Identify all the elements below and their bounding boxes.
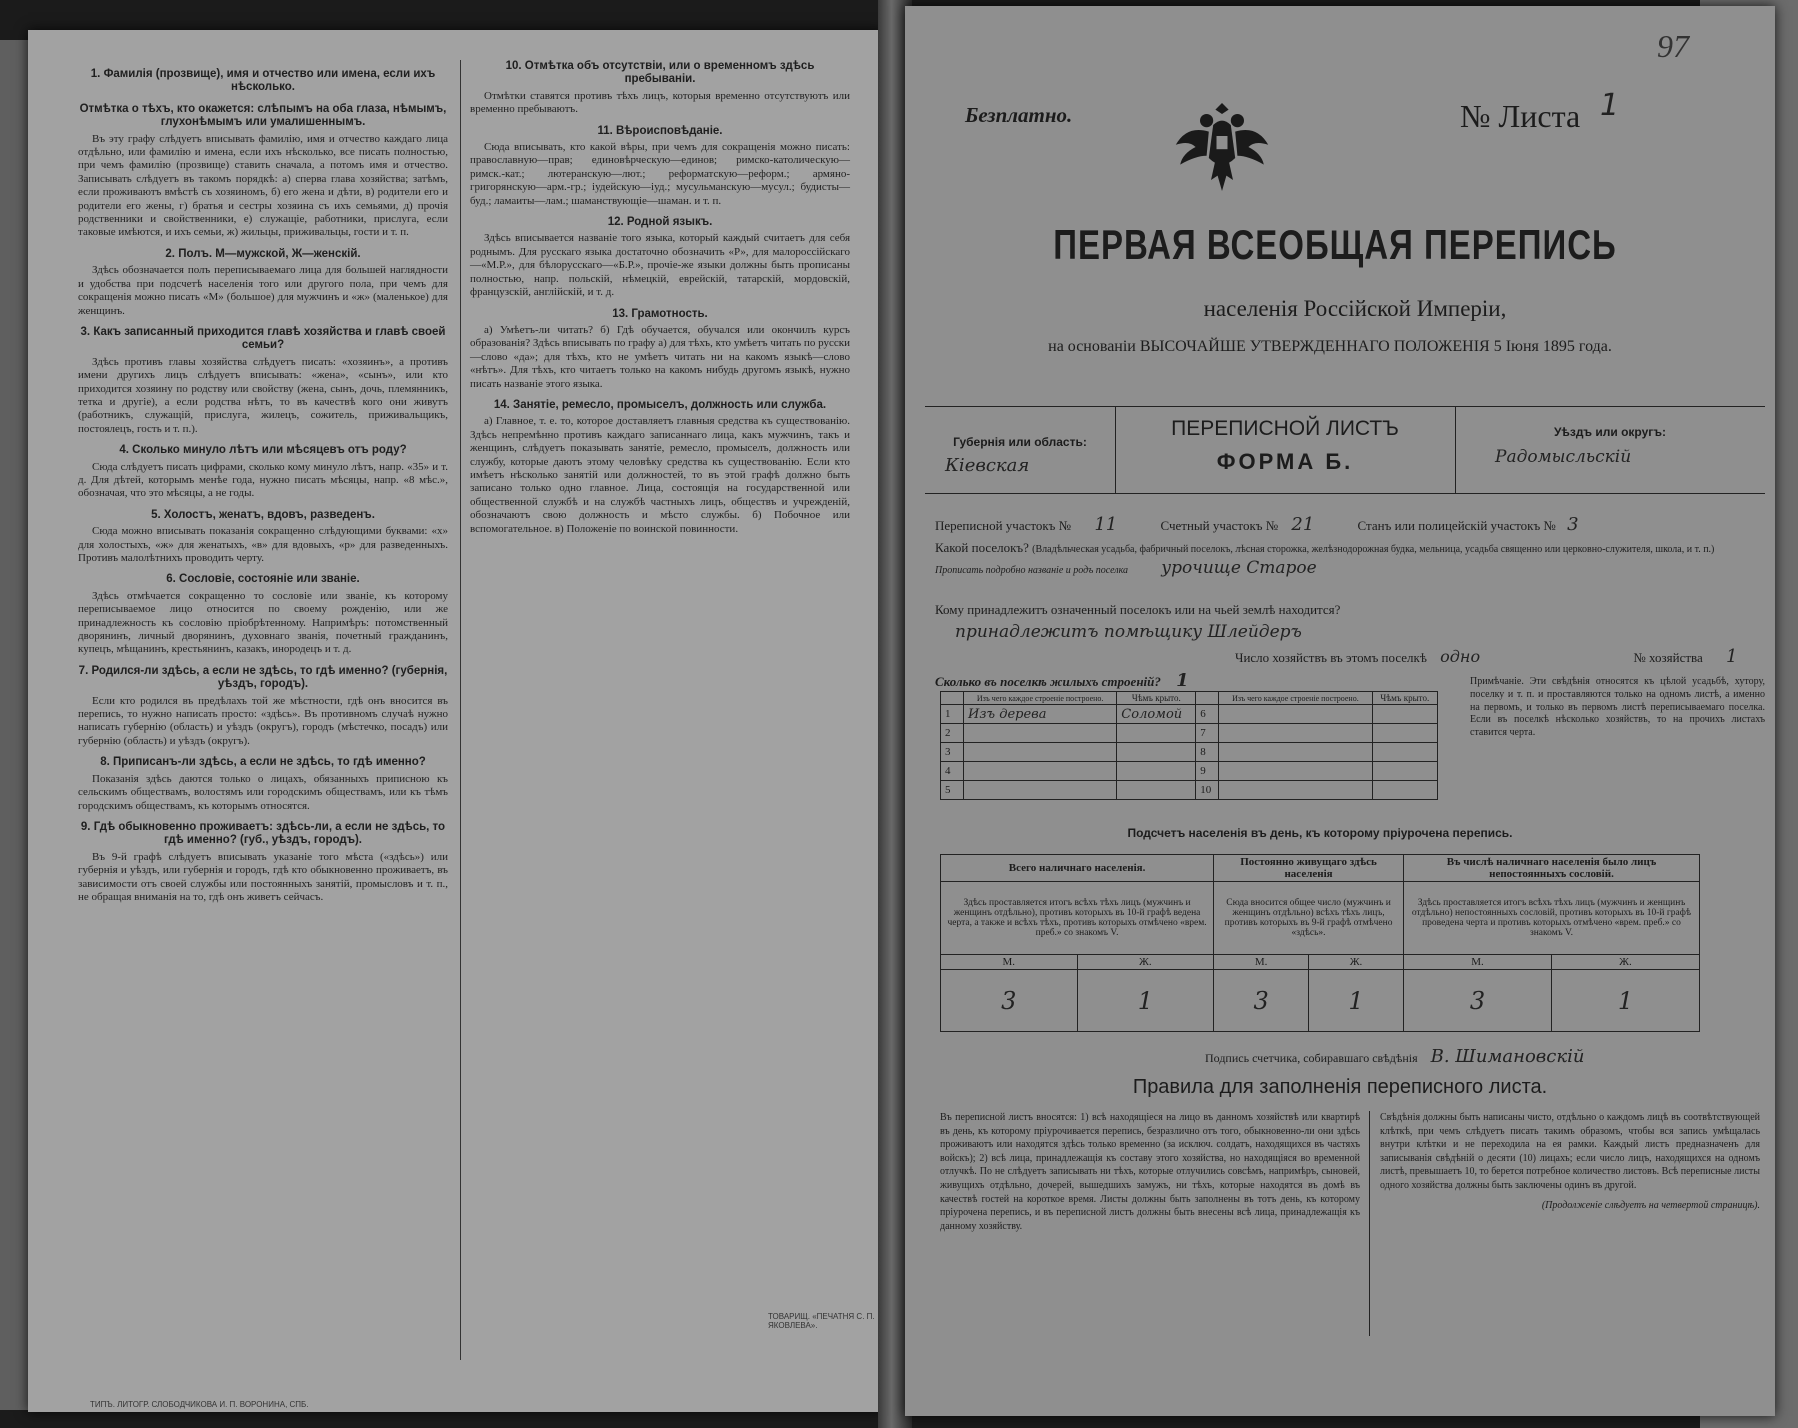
section-heading: 9. Гдѣ обыкновенно проживаетъ: здѣсь-ли, а если не здѣсь, то гдѣ именно? (губ., уѣздъ, городъ). — [80, 820, 446, 847]
section-text: Здѣсь вписывается названіе того языка, который каждый считаетъ для себя роднымъ. Для русскаго языка достаточно обозначить «Р», для малороссійскаго—«М.Р.», для бѣлорусскаго—«Б.Р.», прочіе-же языки должны быть прописаны полностью, напр. польскій, нѣмецкій, еврейскій, татарскій, мордовскій, французскій, англійскій, и т. д. — [470, 232, 850, 299]
table-cell — [1117, 781, 1196, 800]
table-cell — [1219, 762, 1372, 781]
dwellings-table-body — [941, 705, 1438, 800]
table-cell: 2 — [941, 724, 964, 743]
census-main-title: ПЕРВАЯ ВСЕОБЩАЯ ПЕРЕПИСЬ — [1053, 221, 1617, 268]
table-cell — [1372, 705, 1437, 724]
section-heading: 12. Родной языкъ. — [607, 216, 713, 229]
table-header-cell: Изъ чего каждое строеніе построено. — [1219, 692, 1372, 705]
table-cell: Соломой — [1117, 705, 1196, 724]
table-cell — [964, 762, 1117, 781]
census-subtitle: населенія Россійской Имперіи, — [1203, 296, 1507, 321]
province-cell — [925, 407, 1116, 493]
table-cell — [1219, 724, 1372, 743]
rules-footnote: (Продолженіе слѣдуетъ на четвертой страницѣ). — [1541, 1199, 1760, 1211]
households-value: одно — [1440, 647, 1481, 666]
section-text: Въ эту графу слѣдуетъ вписывать фамилію, имя и отчество каждаго лица отдѣльно, или фамилію и имена, если ихъ нѣсколько, все писать полностью, при чемъ фамилію (прозвище) ставить сначала, а потомъ имя и отчество. Записывать слѣдуетъ въ такомъ порядкѣ: а) сперва глава хозяйства; затѣмъ, если проживаютъ вмѣстѣ съ хозяиномъ, б) его жена и дѣти, в) родители его и родители его жены, г) братья и сестры хозяина съ ихъ семьями, д) прочія родственники и свойственники, е) служащіе, работники, прислуга, если таковые имѣются, и ихъ семьи, ж) жильцы, приживальцы, гости и т. п. — [78, 132, 448, 239]
rules-column-1: Въ переписной листъ вносятся: 1) всѣ находящіеся на лицо въ данномъ хозяйствѣ или квартирѣ въ день, къ которому пріурочивается перепись, безразлично отъ того, обыкновенно-ли они здѣсь проживаютъ или находятся здѣсь только временно (за исключ. солдатъ, находящихся въ частяхъ войскъ); 2) всѣ лица, принадлежащія къ составу этого хозяйства, но находящіяся во временной отлучкѣ. По не слѣдуетъ записывать ни тѣхъ, которые отлучились совсѣмъ, напримѣръ, сыновей, живущихъ отдѣльно, дочерей, вышедшихъ замужъ, ни тѣхъ, которые находятся въ домѣ въ качествѣ гостей на короткое время. Листы должны быть заполнены въ тотъ день, къ которому пріурочена перепись, и въ переписной листъ должны быть внесены всѣ лица, принадлежащія къ данному хозяйству. — [940, 1112, 1360, 1232]
table-cell: 4 — [941, 762, 964, 781]
table-cell — [964, 724, 1117, 743]
district-cell — [1455, 407, 1765, 493]
table-header-cell: Чѣмъ крыто. — [1372, 692, 1437, 705]
female-header: Ж. — [1077, 955, 1214, 970]
instructions-column-1 — [78, 60, 448, 906]
section-heading: 10. Отмѣтка объ отсутствіи, или о временномъ здѣсь пребываніи. — [505, 60, 815, 86]
table-cell — [1372, 762, 1437, 781]
district-label: Уѣздъ или округъ: — [1553, 425, 1667, 439]
table-header-cell — [941, 692, 964, 705]
section-text: Отмѣтки ставятся противъ тѣхъ лицъ, которыя временно отсутствуютъ или временно пребываютъ. — [470, 89, 850, 116]
table-header-cell: Изъ чего каждое строеніе построено. — [964, 692, 1117, 705]
household-number-label: № хозяйства — [1633, 650, 1703, 665]
households-label: Число хозяйствъ въ этомъ поселкѣ — [1235, 650, 1427, 665]
household-number-value: 1 — [1726, 646, 1738, 667]
section-text: Сюда можно вписывать показанія сокращенно слѣдующими буквами: «х» для холостыхъ, «ж» для женатыхъ, «в» для вдовыхъ, «р» для разведенныхъ. Противъ малолѣтнихъ проводить черту. — [78, 525, 448, 564]
section-subheading: Отмѣтка о тѣхъ, кто окажется: слѣпымъ на оба глаза, нѣмымъ, глухонѣмымъ или умалишеннымъ. — [79, 102, 447, 129]
right-page-census-form — [905, 6, 1775, 1416]
table-header-cell: Въ числѣ наличнаго населенія было лицъ непостоянныхъ сословій. — [1403, 855, 1699, 882]
settlement-value: урочище Старое — [1161, 558, 1317, 578]
table-header-row — [941, 692, 1438, 705]
form-title: ПЕРЕПИСНОЙ ЛИСТЪ — [1171, 417, 1399, 440]
population-count-title: Подсчетъ населенія въ день, къ которому пріурочена перепись. — [1127, 826, 1513, 840]
dwellings-count-value: 1 — [1176, 670, 1189, 691]
section-heading: 3. Какъ записанный приходится главѣ хозяйства и главѣ своей семьи? — [80, 325, 446, 352]
section-heading: 13. Грамотность. — [612, 307, 708, 320]
census-district-value: 11 — [1094, 514, 1118, 535]
table-row — [941, 705, 1438, 724]
table-row — [941, 882, 1700, 955]
printer-imprint-2: ТОВАРИЩ. «ПЕЧАТНЯ С. П. ЯКОВЛЕВА». — [768, 1312, 875, 1330]
table-header-cell: Чѣмъ крыто. — [1117, 692, 1196, 705]
section-text: Въ 9-й графѣ слѣдуетъ вписывать указаніе того мѣста («здѣсь») или губернія и уѣздъ, или губернія и городъ, гдѣ кто обыкновенно проживаетъ, въ зависимости отъ своей службы или постоянныхъ занятій, промысловъ и т. п., не обращая вниманія на то, гдѣ онъ живетъ сейчасъ. — [78, 850, 448, 903]
population-table — [940, 854, 1700, 1032]
free-label: Безплатно. — [965, 103, 1073, 127]
double-headed-eagle-icon — [1167, 92, 1277, 202]
table-cell: Здѣсь проставляется итогъ всѣхъ тѣхъ лицъ (мужчинъ и женщинъ отдѣльно), противъ которыхъ въ 10-й графѣ ведена черта, а также и всѣхъ тѣхъ, противъ которыхъ отмѣчено «врем. преб.» со знакомъ V. — [941, 882, 1214, 955]
section-text: Здѣсь отмѣчается сокращенно то сословіе или званіе, къ которому переписываемое лицо относится по своему рожденію, или же принадлежность къ сословію пріобрѣтенному. Напримѣръ: потомственный дворянинъ, личный дворянинъ, духовнаго званія, почетный гражданинъ, купецъ, мѣщанинъ, крестьянинъ, казакъ, инородецъ и т. д. — [78, 589, 448, 656]
table-cell: 6 — [1196, 705, 1219, 724]
table-cell — [1117, 762, 1196, 781]
table-cell — [1372, 781, 1437, 800]
male-header: М. — [1403, 955, 1551, 970]
signature-line — [1205, 1046, 1584, 1067]
table-row — [941, 743, 1438, 762]
section-heading: 8. Приписанъ-ли здѣсь, а если не здѣсь, то гдѣ именно? — [100, 756, 426, 769]
table-cell: 5 — [941, 781, 964, 800]
section-heading: 11. Вѣроисповѣданіе. — [597, 124, 723, 137]
table-cell — [1372, 743, 1437, 762]
census-district-line — [935, 514, 1579, 535]
section-text: Показанія здѣсь даются только о лицахъ, обязанныхъ приписною къ сельскимъ обществамъ, волостямъ или городскимъ обществамъ, или къ тѣмъ городскимъ обществамъ, къ которымъ относятся. — [78, 772, 448, 812]
table-cell — [1219, 705, 1372, 724]
table-cell: 9 — [1196, 762, 1219, 781]
table-row — [941, 955, 1700, 970]
police-district-label: Станъ или полицейскій участокъ № — [1357, 518, 1556, 533]
table-row — [941, 781, 1438, 800]
table-cell: 3 — [941, 743, 964, 762]
table-row — [941, 724, 1438, 743]
settlement-hint-2: Прописать подробно названіе и родъ поселка — [935, 565, 1129, 576]
section-heading: 5. Холостъ, женатъ, вдовъ, разведенъ. — [151, 508, 375, 521]
table-row — [941, 762, 1438, 781]
table-cell — [964, 743, 1117, 762]
dwellings-table — [940, 691, 1438, 800]
rules-divider — [1369, 1111, 1370, 1336]
rules-column-2-text: Свѣдѣнія должны быть написаны чисто, отдѣльно о каждомъ лицѣ въ соотвѣтствующей клѣткѣ, при чемъ слѣдуетъ писать такимъ образомъ, чтобы вся запись умѣщалась внутри клѣтки и не переходила на ея рамки. Каждый листъ предназначенъ для записыванія свѣдѣній о десяти (10) лицахъ; если число лицъ, находящихся на одномъ листѣ, превышаетъ 10, то берется потребное количество листовъ. Всѣ переписные листы одного хозяйства должны быть заключены одинъ въ другой. — [1380, 1112, 1760, 1191]
table-cell — [1219, 781, 1372, 800]
table-cell: Здѣсь проставляется итогъ всѣхъ тѣхъ лицъ (мужчинъ и женщинъ отдѣльно) непостоянныхъ сословій, противъ которыхъ въ 10-й графѣ проведена черта и противъ которыхъ отмѣчено «врем. преб.» со знакомъ V. — [1403, 882, 1699, 955]
table-cell: 10 — [1196, 781, 1219, 800]
table-cell — [1117, 724, 1196, 743]
printer-imprint: ТИПЪ. ЛИТОГР. СЛОБОДЧИКОВА И. П. ВОРОНИНА, СПБ. — [90, 1400, 309, 1409]
table-row — [941, 970, 1700, 1032]
male-header: М. — [1214, 955, 1309, 970]
population-value: 1 — [1077, 970, 1214, 1032]
section-heading: 4. Сколько минуло лѣтъ или мѣсяцевъ отъ роду? — [119, 444, 407, 457]
table-cell — [1117, 743, 1196, 762]
form-title-cell — [1115, 407, 1456, 493]
population-value: 3 — [1403, 970, 1551, 1032]
female-header: Ж. — [1551, 955, 1699, 970]
column-divider — [460, 60, 461, 1360]
rules-title: Правила для заполненія переписного листа. — [1132, 1076, 1548, 1098]
section-text: Сюда слѣдуетъ писать цифрами, сколько кому минуло лѣтъ, напр. «35» и т. д. Для дѣтей, которымъ менѣе года, нужно писать мѣсяцы, напр. «8 мѣс.», обозначая, что это мѣсяцы, а не годы. — [78, 460, 448, 500]
section-text: Здѣсь противъ главы хозяйства слѣдуетъ писать: «хозяинъ», а противъ имени другихъ лицъ слѣдуетъ вписывать: «жена», «сынъ», или кто приходится хозяину по родству или свойству (жена, сынъ, дочь, племянникъ, тетка и другіе), а если родства нѣтъ, то въ качествѣ кого они живутъ (работникъ, служащій, прислуга, жилецъ, сожитель, приживальщикъ, постоялецъ, гость и т. п.). — [78, 355, 448, 435]
table-header-cell: Постоянно живущаго здѣсь населенія — [1214, 855, 1404, 882]
form-subtitle: ФОРМА Б. — [1216, 449, 1354, 474]
section-heading: 6. Сословіе, состояніе или званіе. — [166, 573, 360, 586]
signature-label: Подпись счетчика, собиравшаго свѣдѣнія — [1205, 1051, 1418, 1065]
table-header-cell: Всего наличнаго населенія. — [941, 855, 1214, 882]
population-value: 1 — [1551, 970, 1699, 1032]
rules-column-2 — [1380, 1111, 1760, 1212]
census-district-label: Переписной участокъ № — [935, 518, 1072, 533]
counting-district-label: Счетный участокъ № — [1160, 518, 1279, 533]
section-text: Здѣсь обозначается полъ переписываемаго лица для большей наглядности и удобства при подсчетѣ населенія того или другого пола, при чемъ для сокращенія можно писать «М» (большое) для мужчинъ и «ж» (маленькое) для женщинъ. — [78, 264, 448, 317]
sheet-number-value: 1 — [1600, 88, 1620, 123]
male-header: М. — [941, 955, 1078, 970]
population-value: 3 — [941, 970, 1078, 1032]
dwellings-count-line — [935, 670, 1189, 691]
table-cell: 1 — [941, 705, 964, 724]
signature-value: В. Шимановскій — [1430, 1046, 1585, 1067]
section-heading: 2. Полъ. М—мужской, Ж—женскій. — [165, 247, 361, 260]
sheet-number-label: № Листа — [1460, 98, 1581, 134]
archive-page-number: 97 — [1657, 28, 1689, 64]
table-cell: 8 — [1196, 743, 1219, 762]
population-value: 1 — [1309, 970, 1404, 1032]
form-header-block — [925, 406, 1765, 494]
section-heading: 1. Фамилія (прозвище), имя и отчество или имена, если ихъ нѣсколько. — [90, 68, 436, 94]
owner-line — [935, 602, 1755, 642]
section-text: Сюда вписывать, кто какой вѣры, при чемъ для сокращенія можно писать: православную—прав; единовѣрческую—единов; римско-католическую—римск.-кат.; лютеранскую—лют.; реформатскую—реформ.; армяно-григорянскую—арм.-гр.; іудейскую—іуд.; мусульманскую—мусул.; будисты—буд.; ламаиты—лам.; шаманствующіе—шаман. и т. п. — [470, 141, 850, 207]
police-district-value: 3 — [1567, 514, 1579, 535]
settlement-line — [935, 540, 1755, 578]
table-cell — [964, 781, 1117, 800]
left-page-instructions — [28, 30, 883, 1412]
table-cell — [1219, 743, 1372, 762]
dwellings-note: Примѣчаніе. Эти свѣдѣнія относятся къ цѣлой усадьбѣ, хутору, поселку и т. п. и проставляются только на одномъ листѣ, а именно на первомъ, и только въ первомъ листѣ переписываемаго поселка. Если въ поселкѣ нѣсколько хозяйствъ, то на прочихъ листахъ ставится черта. — [1470, 676, 1765, 739]
counting-district-value: 21 — [1291, 514, 1315, 535]
province-value: Кіевская — [945, 455, 1030, 476]
female-header: Ж. — [1309, 955, 1404, 970]
table-header-cell — [1196, 692, 1219, 705]
settlement-label: Какой поселокъ? — [935, 540, 1029, 555]
section-text: а) Умѣетъ-ли читать? б) Гдѣ обучается, обучался или окончилъ курсъ образованія? Здѣсь вписывать по графу а) для тѣхъ, кто умѣетъ читать по русски—слово «да»; для тѣхъ, кто не умѣетъ читать ни на какомъ языкѣ—слово «нѣтъ». Для тѣхъ, кто читаетъ только на какомъ нибудь другомъ языкѣ, нужно писать названіе этого языка. — [470, 323, 850, 390]
section-text: Если кто родился въ предѣлахъ той же мѣстности, гдѣ онъ вносится въ перепись, то нужно написать просто: «здѣсь». Въ противномъ случаѣ нужно написать губернію (область) и уѣздъ (округъ), городъ (мѣстечко, посадъ) или губернію (область) и уѣздъ (округъ). — [78, 694, 448, 747]
owner-label: Кому принадлежитъ означенный поселокъ или на чьей землѣ находится? — [935, 602, 1341, 617]
table-cell: Изъ дерева — [964, 705, 1117, 724]
province-label: Губернія или область: — [953, 435, 1087, 449]
section-heading: 14. Занятіе, ремесло, промыселъ, должность или служба. — [493, 398, 827, 411]
table-cell — [1372, 724, 1437, 743]
table-cell: 7 — [1196, 724, 1219, 743]
district-value: Радомысльскій — [1495, 447, 1632, 467]
households-line — [1235, 646, 1737, 667]
population-value: 3 — [1214, 970, 1309, 1032]
owner-value: принадлежитъ помѣщику Шлейдеръ — [955, 622, 1302, 642]
table-cell: Сюда вносится общее число (мужчинъ и женщинъ отдѣльно) всѣхъ тѣхъ лицъ, противъ которыхъ въ 9-й графѣ отмѣчено «здѣсь». — [1214, 882, 1404, 955]
dwellings-count-label: Сколько въ поселкѣ жилыхъ строеній? — [935, 674, 1161, 689]
census-decree-line: на основаніи ВЫСОЧАЙШЕ УТВЕРЖДЕННАГО ПОЛОЖЕНІЯ 5 Іюня 1895 года. — [1048, 338, 1612, 355]
instructions-column-2 — [470, 52, 850, 538]
section-heading: 7. Родился-ли здѣсь, а если не здѣсь, то гдѣ именно? (губернія, уѣздъ, городъ). — [78, 664, 448, 691]
table-row — [941, 855, 1700, 882]
section-text: а) Главное, т. е. то, которое доставляетъ главныя средства къ существованію. Здѣсь непремѣнно противъ каждаго записаннаго лица, какъ мужчинъ, такъ и женщинъ, слѣдуетъ показывать занятіе, ремесло, промыселъ, должность или службу, которые даютъ этому человѣку средства къ существованію. Если кто имѣетъ нѣсколько занятій или должностей, то въ этой графѣ должно быть записано только одно главное. Лица, состоящія на государственной или общественной службѣ и на службѣ частныхъ лицъ, обществъ и учрежденій, обозначаютъ свою должность и мѣсто службы. б) Побочное или вспомогательное. в) Положеніе по воинской повинности. — [470, 415, 850, 535]
settlement-hint: (Владѣльческая усадьба, фабричный поселокъ, лѣсная сторожка, желѣзнодорожная будка, мельница, усадьба священно или церковно-служителя, школа, и т. п.) — [1032, 544, 1715, 555]
